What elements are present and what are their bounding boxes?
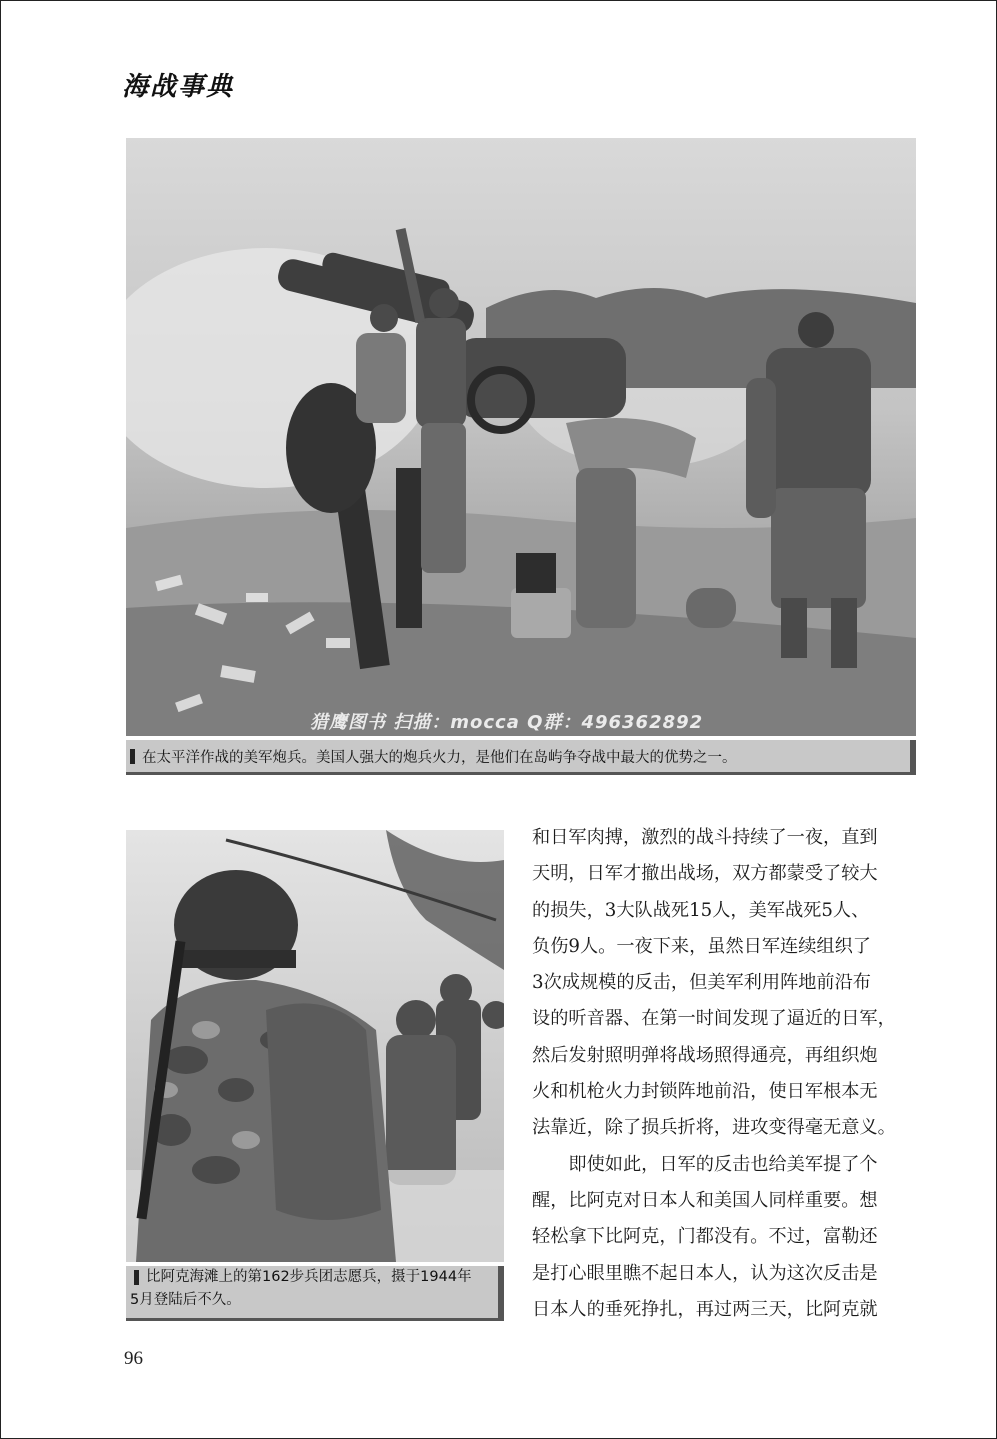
caption-text: 在太平洋作战的美军炮兵。美国人强大的炮兵火力，是他们在岛屿争夺战中最大的优势之一。: [142, 749, 737, 766]
caption-line-2: 5月登陆后不久。: [130, 1292, 241, 1308]
photo-caption-bottom: [126, 1266, 504, 1321]
page-number: 96: [124, 1348, 143, 1369]
body-line: 然后发射照明弹将战场照得通亮，再组织炮: [532, 1044, 878, 1066]
body-line: 即使如此，日军的反击也给美军提了个: [568, 1153, 878, 1175]
body-line: 3次成规模的反击，但美军利用阵地前沿布: [532, 972, 871, 994]
body-line: 是打心眼里瞧不起日本人，认为这次反击是: [532, 1262, 878, 1284]
body-line: 轻松拿下比阿克，门都没有。不过，富勒还: [532, 1226, 878, 1248]
body-line: 法靠近，除了损兵折将，进攻变得毫无意义。: [532, 1117, 896, 1139]
body-line: 设的听音器、在第一时间发现了逼近的日军，: [532, 1008, 896, 1030]
body-text: [532, 820, 918, 1328]
body-line: 负伤9人。一夜下来，虽然日军连续组织了: [532, 935, 871, 957]
body-line: 天明，日军才撤出战场，双方都蒙受了较大: [532, 863, 878, 885]
caption-line-1: [126, 1266, 498, 1289]
photo-caption-top: [126, 740, 916, 775]
caption-text-1: 比阿克海滩上的第162步兵团志愿兵，摄于1944年: [146, 1269, 472, 1285]
body-line: 的损失，3大队战死15人，美军战死5人、: [532, 899, 870, 921]
body-line: 和日军肉搏，激烈的战斗持续了一夜，直到: [532, 827, 878, 848]
body-line: 日本人的垂死挣扎，再过两三天，比阿克就: [532, 1298, 878, 1320]
caption-marker: [130, 749, 135, 764]
running-header: 海战事典: [122, 72, 235, 102]
body-line: 火和机枪火力封锁阵地前沿，使日军根本无: [532, 1081, 878, 1103]
body-line: 醒，比阿克对日本人和美国人同样重要。想: [532, 1189, 878, 1211]
biak-beach-photo: [126, 830, 504, 1262]
artillery-crew-photo: [126, 138, 916, 736]
scan-watermark: 猎鹰图书 扫描：mocca Q群：496362892: [310, 712, 704, 733]
caption-marker: [134, 1270, 139, 1285]
